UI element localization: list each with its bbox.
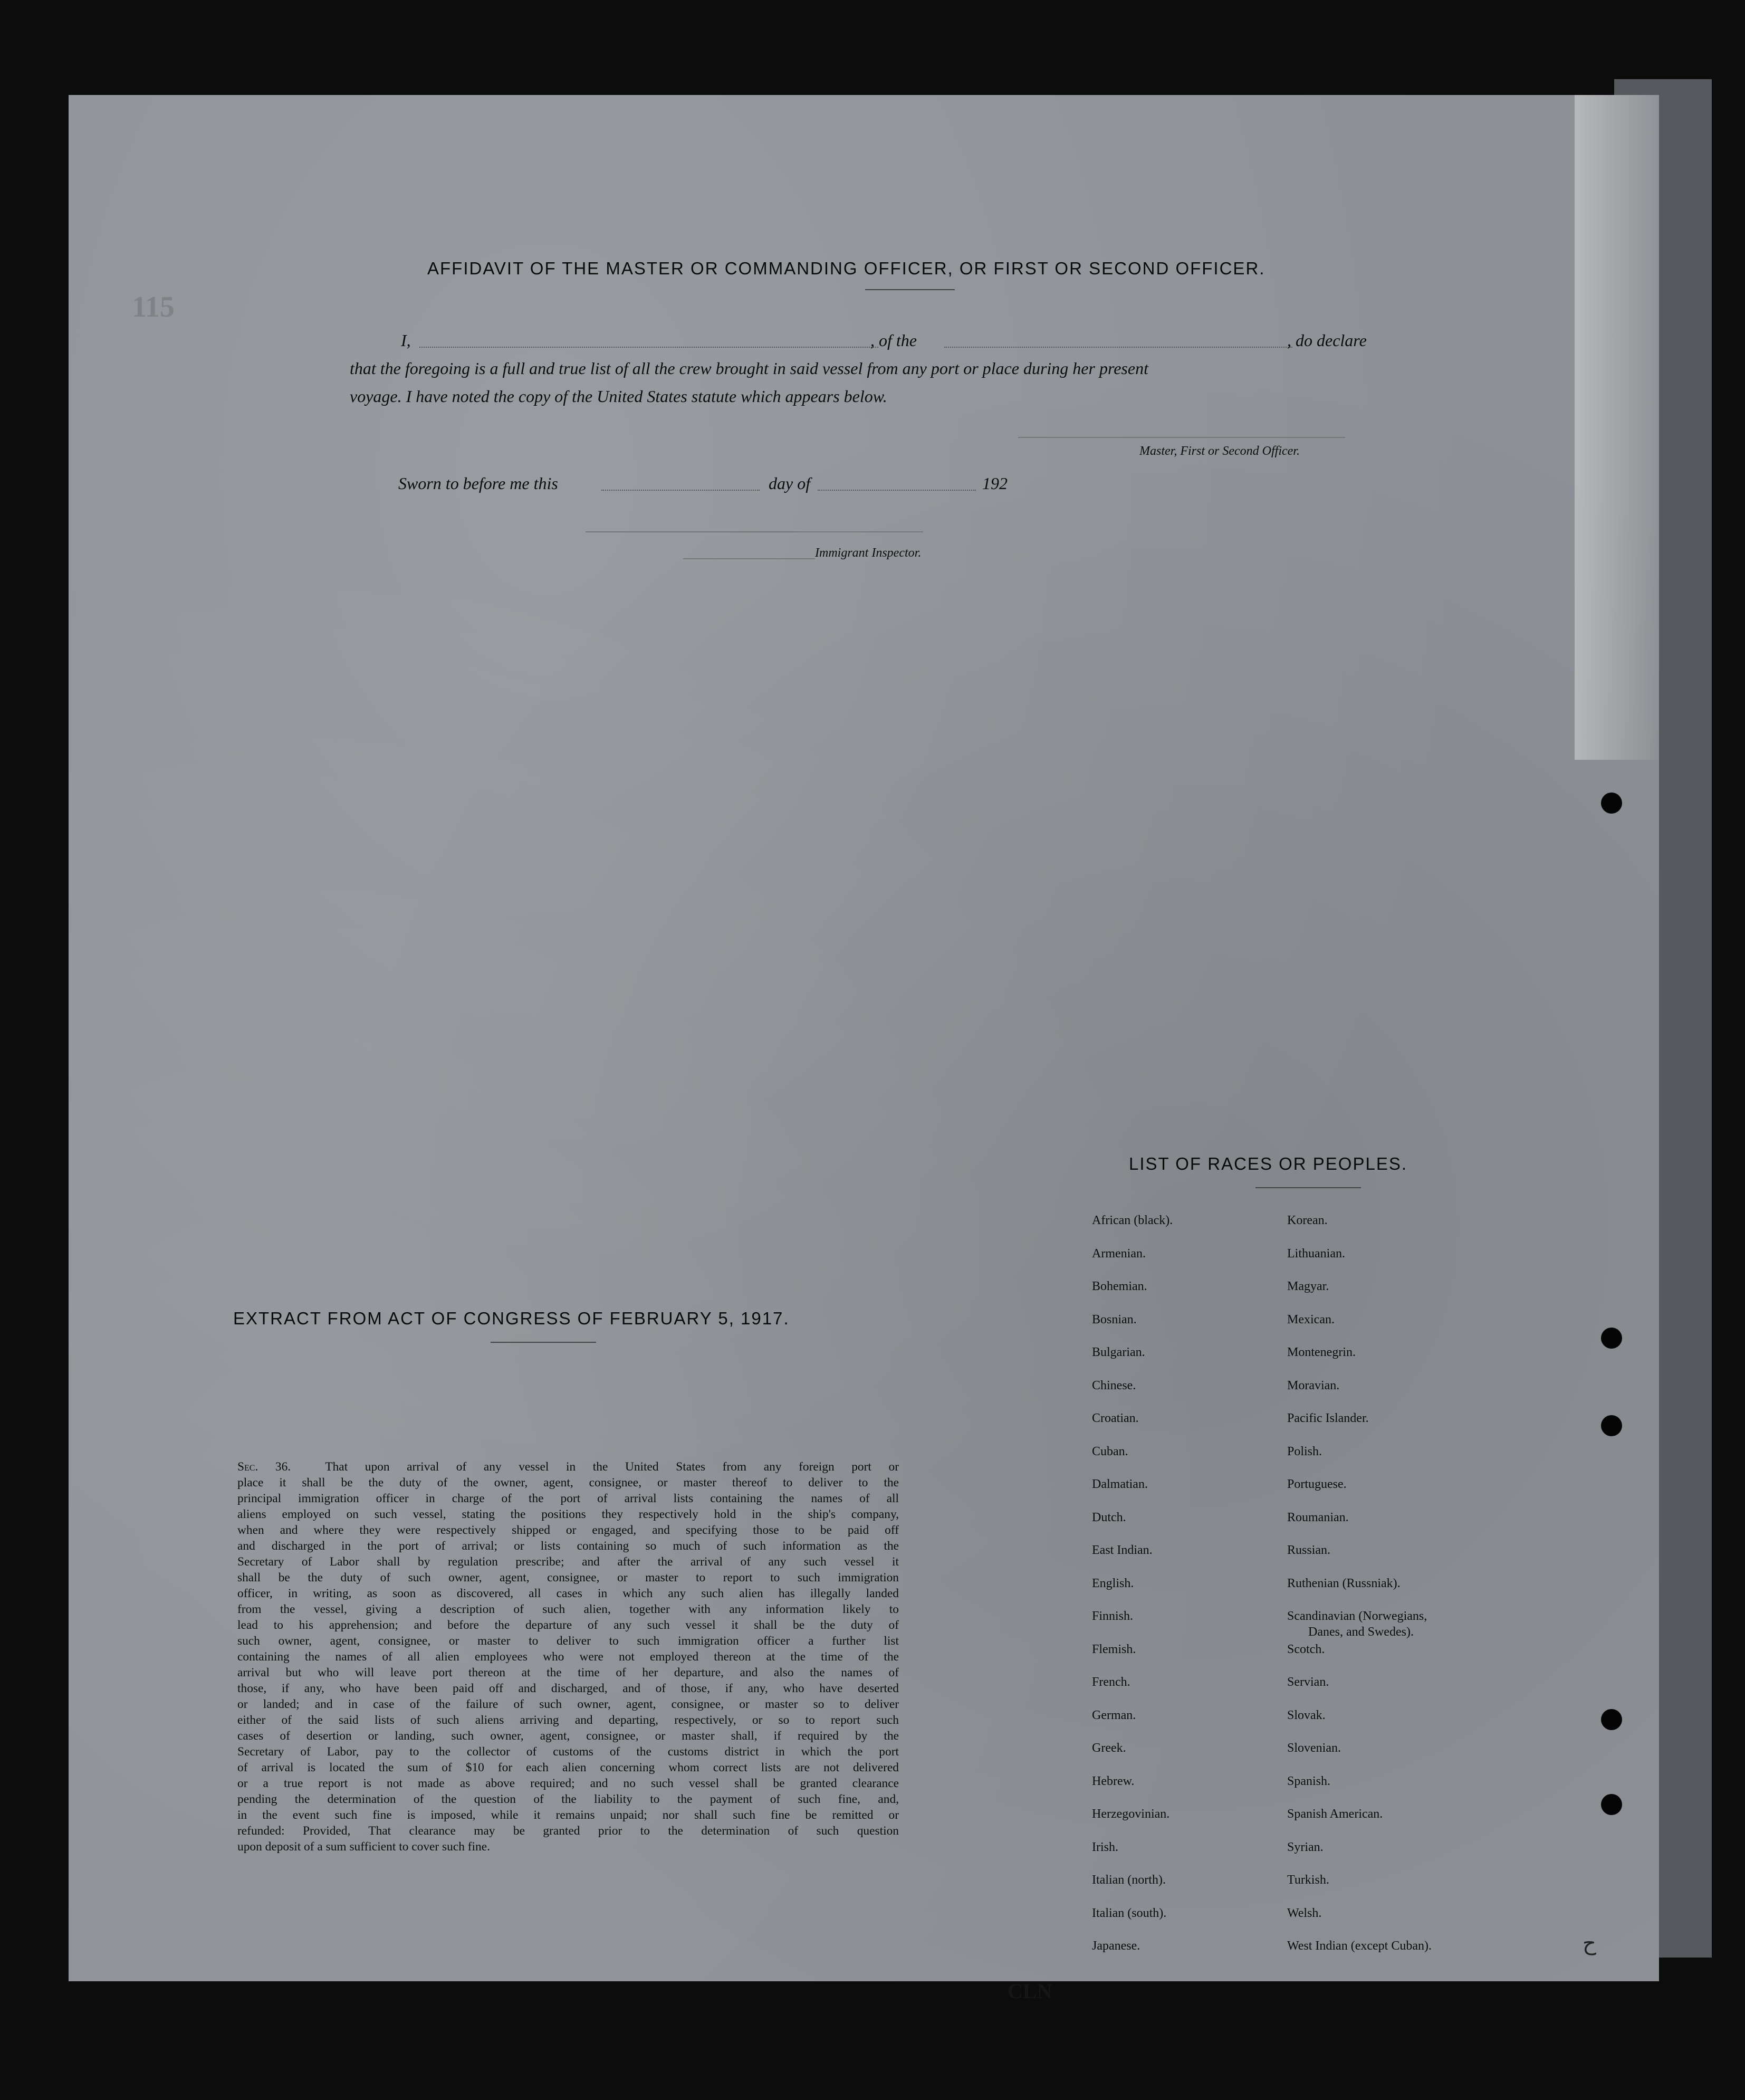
extract-line: Secretary of Labor shall by regulation prescribe; and after the arrival of any such vessel it [237,1555,899,1569]
torn-paper-strip [1575,95,1659,760]
race-item: African (black). [1092,1214,1173,1227]
race-item: Cuban. [1092,1444,1128,1458]
race-item: Slovak. [1287,1708,1326,1722]
race-item: Ruthenian (Russniak). [1287,1576,1401,1590]
punch-hole [1601,1328,1622,1349]
officer-name-line[interactable] [419,347,878,348]
race-item: Servian. [1287,1675,1329,1689]
sworn-day-line[interactable] [601,490,760,491]
affidavit-heading-rule [865,289,955,290]
extract-line [237,1459,899,1475]
extract-line: pending the determination of the question of the liability to the payment of such fine, and, [237,1792,899,1806]
race-item: Slovenian. [1287,1741,1341,1755]
race-item: Bosnian. [1092,1312,1137,1326]
races-heading-rule [1255,1187,1361,1188]
year-label: 192 [982,474,1008,493]
extract-line: or landed; and in case of the failure of such owner, agent, consignee, or master so to deliver [237,1697,899,1711]
race-item: Welsh. [1287,1906,1322,1920]
extract-line: officer, in writing, as soon as discovered, all cases in which any such alien has illegally landed [237,1587,899,1600]
race-item: Danes, and Swedes). [1308,1625,1414,1639]
extract-line: place it shall be the duty of the owner, agent, consignee, or master thereof to deliver to the [237,1476,899,1490]
race-item: Montenegrin. [1287,1345,1356,1359]
extract-line: of arrival is located the sum of $10 for each alien concerning whom correct lists are not delivered [237,1761,899,1774]
officer-signature-label: Master, First or Second Officer. [1139,444,1300,458]
punch-hole [1601,1709,1622,1730]
race-item: Scandinavian (Norwegians, [1287,1609,1427,1623]
race-item: Bohemian. [1092,1280,1147,1293]
extract-line: upon deposit of a sum sufficient to cover such fine. [237,1840,490,1854]
inspector-signature-label: Immigrant Inspector. [815,546,922,560]
extract-line: from the vessel, giving a description of such alien, together with any information likely to [237,1602,899,1616]
extract-line: refunded: Provided, That clearance may be granted prior to the determination of such question [237,1824,899,1838]
extract-line: those, if any, who have been paid off and discharged, and of those, if any, who have deserted [237,1682,899,1695]
document-page [69,95,1659,2003]
extract-line: aliens employed on such vessel, stating the positions they respectively hold in the ship's company, [237,1507,899,1521]
race-item: Magyar. [1287,1280,1329,1293]
pencil-mark: ح [1583,1931,1596,1955]
extract-line: containing the names of all alien employees who were not employed thereon at the time of the [237,1650,899,1664]
race-item: Scotch. [1287,1642,1325,1656]
extract-line-text: That upon arrival of any vessel in the United States from any foreign port or [325,1460,899,1474]
race-item: Moravian. [1287,1378,1340,1392]
race-item: Polish. [1287,1444,1322,1458]
races-heading: LIST OF RACES OR PEOPLES. [1129,1154,1408,1173]
race-item: Roumanian. [1287,1510,1349,1524]
sworn-label: Sworn to before me this [398,474,558,493]
extract-line: principal immigration officer in charge of the port of arrival lists containing the names of all [237,1492,899,1505]
extract-line: in the event such fine is imposed, while it remains unpaid; nor shall such fine be remitted or [237,1808,899,1822]
race-item: Spanish. [1287,1774,1331,1788]
punch-hole [1601,1415,1622,1436]
extract-line: when and where they were respectively shipped or engaged, and specifying those to be paid off [237,1523,899,1537]
race-item: Greek. [1092,1741,1126,1755]
officer-signature-line[interactable] [1018,437,1345,438]
race-item: West Indian (except Cuban). [1287,1939,1432,1953]
section-label: Sec. 36. [237,1460,291,1474]
affidavit-body-line-2: voyage. I have noted the copy of the United States statute which appears below. [350,387,887,406]
affidavit-of-the-label: , of the [870,331,917,350]
race-item: Spanish American. [1287,1807,1383,1821]
race-item: Croatian. [1092,1411,1139,1425]
race-item: Italian (south). [1092,1906,1167,1920]
race-item: Russian. [1287,1543,1331,1557]
race-item: Irish. [1092,1840,1118,1854]
race-item: Japanese. [1092,1939,1140,1953]
race-item: Herzegovinian. [1092,1807,1170,1821]
race-item: Syrian. [1287,1840,1324,1854]
race-item: Pacific Islander. [1287,1411,1369,1425]
race-item: Lithuanian. [1287,1246,1345,1261]
race-item: Korean. [1287,1214,1328,1227]
race-item: Dalmatian. [1092,1477,1148,1491]
race-item: Bulgarian. [1092,1345,1145,1359]
extract-line: such owner, agent, consignee, or master to deliver to such immigration officer a further list [237,1634,899,1648]
race-item: Armenian. [1092,1246,1146,1261]
race-item: Portuguese. [1287,1477,1347,1491]
race-item: Chinese. [1092,1378,1136,1392]
inspector-signature-line[interactable] [683,558,815,559]
affidavit-i-label: I, [401,331,411,350]
punch-hole [1601,1794,1622,1815]
bleed-through-page-number: 115 [132,291,175,323]
affidavit-heading: AFFIDAVIT OF THE MASTER OR COMMANDING OFFICER, OR FIRST OR SECOND OFFICER. [427,259,1265,278]
race-item: German. [1092,1708,1136,1722]
race-item: Mexican. [1287,1312,1335,1326]
inspector-signature-top-line [586,531,923,532]
affidavit-body-line-1: that the foregoing is a full and true list of all the crew brought in said vessel from any port or place during her present [350,359,1148,378]
extract-line: Secretary of Labor, pay to the collector of customs of the customs district in which the port [237,1745,899,1759]
extract-section-36 [237,1459,899,1855]
extract-heading-rule [491,1342,596,1343]
extract-line: arrival but who will leave port thereon at the time of her departure, and also the names of [237,1666,899,1679]
race-item: Dutch. [1092,1510,1126,1524]
race-item: East Indian. [1092,1543,1153,1557]
affidavit-do-declare-label: , do declare [1287,331,1367,350]
extract-line: either of the said lists of such aliens arriving and departing, respectively, or so to report such [237,1713,899,1727]
extract-line: or a true report is not made as above required; and no such vessel shall be granted clearance [237,1777,899,1790]
race-item: Turkish. [1287,1873,1329,1887]
extract-heading: EXTRACT FROM ACT OF CONGRESS OF FEBRUARY 5, 1917. [233,1309,790,1328]
day-of-label: day of [769,474,811,493]
extract-line: shall be the duty of such owner, agent, consignee, or master to report to such immigration [237,1571,899,1584]
race-item: French. [1092,1675,1130,1689]
vessel-position-line[interactable] [944,347,1292,348]
race-item: Flemish. [1092,1642,1136,1656]
extract-line: lead to his apprehension; and before the departure of any such vessel it shall be the duty of [237,1618,899,1632]
bleed-through-stamp: CLN [1008,1979,1052,2003]
race-item: Hebrew. [1092,1774,1135,1788]
race-item: English. [1092,1576,1134,1590]
extract-line: and discharged in the port of arrival; or lists containing so much of such information as the [237,1539,899,1553]
punch-hole [1601,793,1622,814]
race-item: Finnish. [1092,1609,1134,1623]
sworn-month-line[interactable] [818,490,976,491]
race-item: Italian (north). [1092,1873,1166,1887]
extract-line: cases of desertion or landing, such owner, agent, consignee, or master shall, if required by the [237,1729,899,1743]
